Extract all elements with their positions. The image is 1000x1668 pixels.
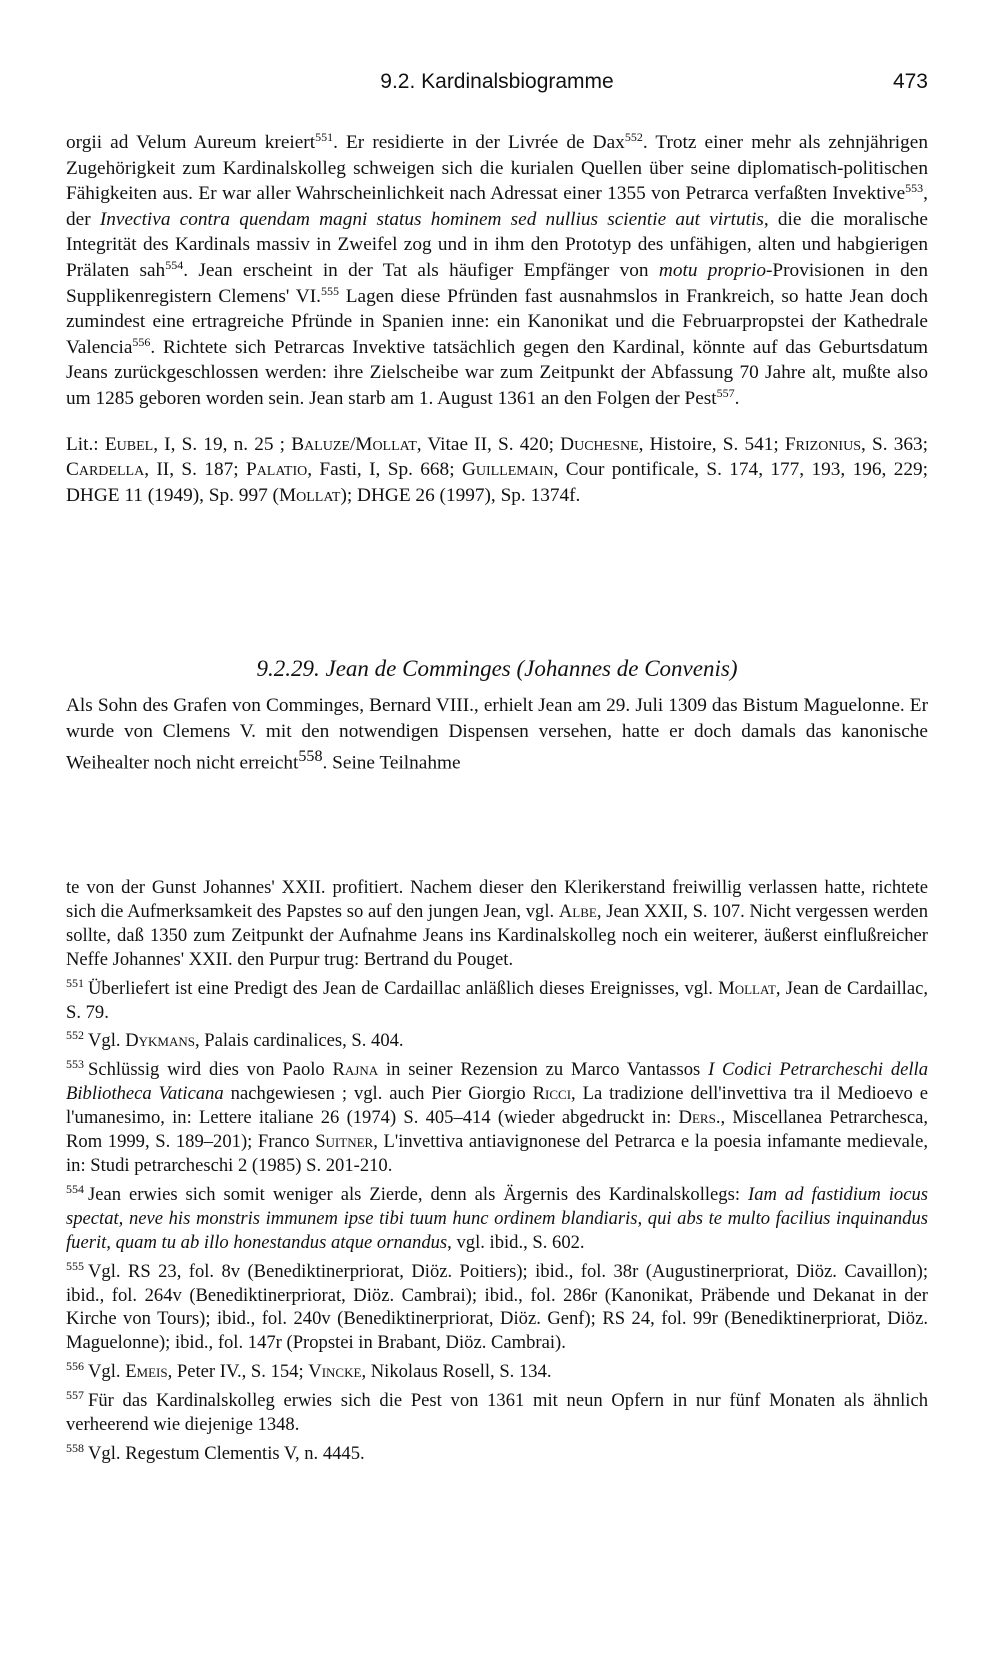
section-text [66,693,928,776]
footnote-555 [66,1255,928,1356]
footnote-number: 553 [66,1057,84,1072]
text-run: , Histoire, S. 541; [638,433,785,455]
footnote-number: 554 [66,1181,84,1196]
text-run: , Jean XXII, S. 107. Nicht vergessen werden sollte, daß 1350 zum Zeitpunkt der Aufnahme Jeans ins Kardinalskolleg noch ein weiterer, äußerst einflußreicher Neffe Johannes' XXII. den Purpur trug: Bertrand du Pouget. [66,900,928,970]
text-run: , Cour pontificale, S. 174, 177, 193, 196, 229; DHGE 11 (1949), Sp. 997 ( [66,459,928,506]
author-name: Albe [558,900,597,922]
footnote-number: 555 [66,1258,84,1273]
footnote-551 [66,972,928,1025]
footnote-ref-554[interactable]: 554 [165,257,184,272]
author-name: Ricci [532,1083,572,1105]
text-run: , Nikolaus Rosell, S. 134. [361,1361,552,1383]
author-name: Suitner [315,1131,374,1153]
author-name: Mollat [278,484,341,506]
lit-label: Lit.: [66,433,105,455]
footnote-number: 558 [66,1440,84,1455]
main-text [66,130,928,508]
author-name: Ders. [678,1107,721,1129]
author-name: Cardella [66,459,145,481]
author-name: Frizonius [784,433,861,455]
footnote-number: 551 [66,975,84,990]
footnote-ref-552[interactable]: 552 [624,130,643,144]
author-name: Vincke [308,1361,362,1383]
text-run: , La tradizione dell'invettiva tra il Medioevo e l'umanesimo, in: Lettere italiane 26 (1974) S. 405–414 (wieder abgedruckt in: [66,1083,929,1129]
author-name: Guillemain [461,459,554,481]
author-name: Eubel [104,433,154,455]
footnote-552 [66,1024,928,1053]
footnote-ref-558[interactable]: 558 [298,748,323,766]
text-run: Für das Kardinalskolleg erwies sich die Pest von 1361 mit neun Opfern in nur fünf Monaten als ähnlich verheerend wie diejenige 1348. [66,1390,928,1436]
footnote-ref-555[interactable]: 555 [320,283,339,298]
text-run: , die die moralische Integrität des Kardinals massiv in Zweifel zog und in ihm den Prototyp des unfähigen, alten und habgierigen Prälaten sah [66,208,928,281]
text-run: . Er residierte in der Livrée de Dax [333,132,625,153]
text-run: , Jean de Cardaillac, S. 79. [66,977,928,1023]
text-run: . Trotz einer mehr als zehnjährigen Zugehörigkeit zum Kardinalskolleg schweigen sich die kurialen Quellen über seine diplomatisch-politischen Fähigkeiten aus. Er war aller Wahrscheinlichkeit nach Adressat einer 1355 von Petrarca verfaßten Invektive [66,132,929,205]
footnote-number: 556 [66,1359,84,1374]
footnote-557 [66,1384,928,1437]
text-run: , S. 363; [860,433,928,455]
footnote-number: 557 [66,1388,84,1403]
footnote-continuation [66,876,928,972]
text-run: , I, S. 19, n. 25 ; [153,433,292,455]
page-number: 473 [892,70,928,93]
running-title: 9.2. Kardinalsbiogramme [380,70,614,93]
text-run: , Peter IV., S. 154; [167,1361,309,1383]
footnote-556 [66,1355,928,1384]
text-run: , Vitae II, S. 420; [416,433,561,455]
footnote-ref-553[interactable]: 553 [905,181,924,196]
paragraph-section [66,693,928,776]
author-name: Mollat [718,977,776,999]
text-run: Vgl. [88,1030,126,1052]
text-run: , Palais cardinalices, S. 404. [194,1030,404,1052]
text-run: . Jean erscheint in der Tat als häufiger Empfänger von [183,259,659,281]
author-name: Duchesne [560,433,639,455]
work-title: Invectiva contra quendam magni status hominem sed nullius scientie aut virtutis [99,208,764,230]
author-name: Palatio [245,459,308,481]
author-name: Baluze/Mollat [291,433,417,455]
running-header [66,70,928,100]
text-run: Vgl. Regestum Clementis V, n. 4445. [88,1442,365,1464]
text-run: . Seine Teilnahme [322,752,461,774]
text-run: Schlüssig wird dies von Paolo [88,1059,333,1081]
literature-list [66,432,928,509]
text-run: Jean erwies sich somit weniger als Zierde, denn als Ärgernis des Kardinalskollegs: [88,1183,749,1205]
footnote-ref-551[interactable]: 551 [315,130,334,144]
section-heading: 9.2.29. Jean de Comminges (Johannes de Convenis) [256,656,738,681]
latin-term: motu proprio [658,259,766,281]
text-run: , Fasti, I, Sp. 668; [307,459,462,481]
footnote-553 [66,1053,928,1178]
text-run: Überliefert ist eine Predigt des Jean de Cardaillac anläßlich dieses Ereignisses, vgl. [88,977,719,999]
author-name: Emeis [125,1361,168,1383]
text-run: Als Sohn des Grafen von Comminges, Bernard VIII., erhielt Jean am 29. Juli 1309 das Bistum Maguelonne. Er wurde von Clemens V. mit den notwendigen Dispensen versehen, hatte er doch damals das kanonische Weihealter noch nicht erreicht [66,695,928,774]
footnote-558 [66,1437,928,1466]
paragraph-main [66,130,928,412]
footnotes [66,876,928,1466]
text-run: -Provisionen in den Supplikenregistern Clemens' VI. [66,259,928,307]
text-run: Vgl. [88,1361,126,1383]
footnote-number: 552 [66,1028,84,1043]
text-run: , II, S. 187; [144,459,246,481]
author-name: Rajna [332,1059,379,1081]
text-run: . [734,387,740,409]
footnote-ref-556[interactable]: 556 [132,334,151,349]
text-run: in seiner Rezension zu Marco Vantassos [378,1059,709,1081]
text-run: , vgl. ibid., S. 602. [447,1231,585,1253]
work-title: I Codici Petrarcheschi della Bibliotheca Vaticana [66,1059,929,1105]
text-run: , L'invettiva antiavignonese del Petrarca e la poesia infamante medievale, in: Studi petrarcheschi 2 (1985) S. 201-210. [66,1131,928,1176]
footnote-554 [66,1178,928,1255]
text-run: te von der Gunst Johannes' XXII. profitiert. Nachem dieser den Klerikerstand freiwillig verlassen hatte, richtete sich die Aufmerksamkeit des Papstes so auf den jungen Jean, vgl. [66,877,928,922]
text-run: . Richtete sich Petrarcas Invektive tatsächlich gegen den Kardinal, könnte auf das Geburtsdatum Jeans zurückgeschlossen werden: ihre Zielscheibe war zum Zeitpunkt der Abfassung 70 Jahre alt, mußte also um 1285 geboren worden sein. Jean starb am 1. August 1361 an den Folgen der Pest [66,336,928,409]
author-name: Dykmans [125,1030,195,1052]
text-run: , Miscellanea Petrarchesca, Rom 1999, S. 189–201); Franco [66,1107,928,1153]
latin-quote: Iam ad fastidium iocus spectat, neve his monstris immunem ipse tibi tuum hunc ordinem blandiaris, qui abs te multo facilius inquinandus fuerit, quam tu ab illo honestandus atque ornandus [66,1183,928,1253]
footnote-ref-557[interactable]: 557 [716,385,735,400]
text-run: Lagen diese Pfründen fast ausnahmslos in Frankreich, so hatte Jean doch zumindest eine ertragreiche Pfründe in Spanien inne: ein Kanonikat und die Februarpropstei der Kathedrale Valencia [66,285,928,358]
text-run: , der [66,183,928,230]
text-run: nachgewiesen ; vgl. auch Pier Giorgio [223,1083,533,1105]
text-run: orgii ad Velum Aureum kreiert [66,132,316,153]
text-run: Vgl. RS 23, fol. 8v (Benediktinerpriorat, Diöz. Poitiers); ibid., fol. 38r (Augustinerpriorat, Diöz. Cavaillon); ibid., fol. 264v (Benediktinerpriorat, Diöz. Cambrai); ibid., fol. 286r (Kanonikat, Präbende und Dekanat in der Kirche von Tours); ibid., fol. 240v (Benediktinerpriorat, Diöz. Genf); RS 24, fol. 99r (Benediktinerpriorat, Diöz. Maguelonne); ibid., fol. 147r (Propstei in Brabant, Diöz. Cambrai). [66,1260,928,1354]
text-run: ); DHGE 26 (1997), Sp. 1374f. [340,484,581,506]
